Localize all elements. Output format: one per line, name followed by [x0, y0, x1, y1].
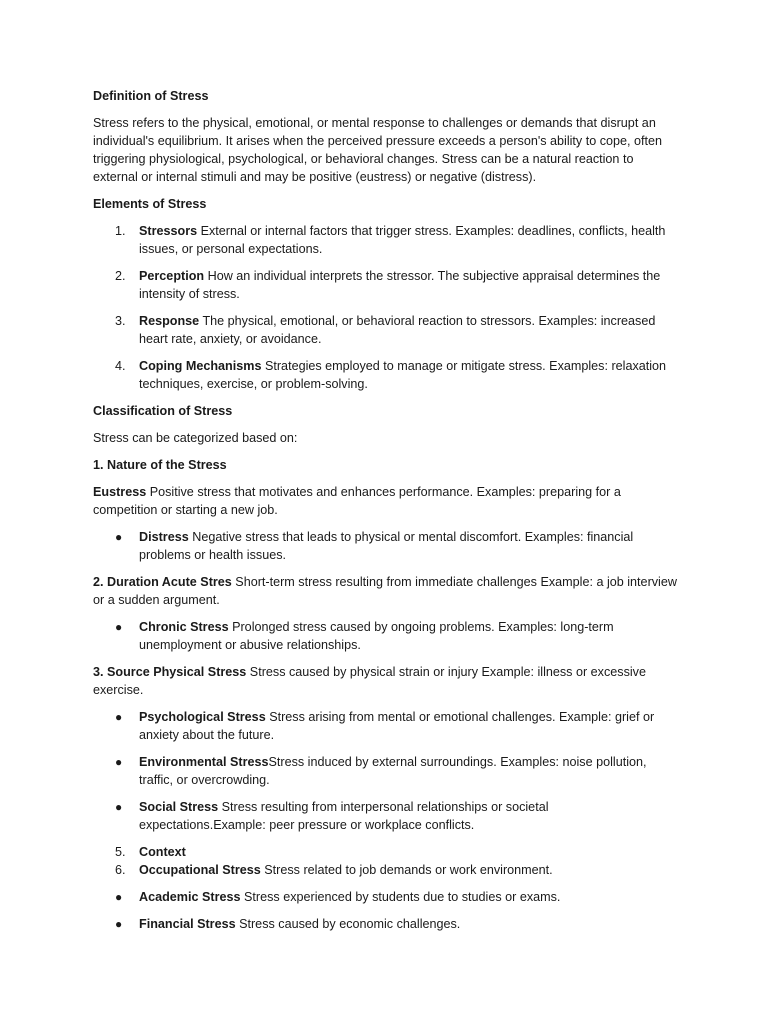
environmental-term: Environmental Stress: [139, 755, 269, 769]
bullet-item-social: [93, 798, 678, 834]
source-text: Stress caused by physical strain or injury Example: illness or excessive exercise.: [93, 665, 646, 697]
element-item-perception: [93, 267, 678, 303]
environmental-text: Stress induced by external surroundings. Examples: noise pollution, traffic, or overcrowding.: [139, 755, 647, 787]
element-term: Stressors: [139, 224, 198, 238]
bullet-item-financial: [93, 915, 678, 933]
bullet-icon: ●: [115, 755, 123, 769]
list-number: 2.: [115, 269, 126, 283]
element-text: The physical, emotional, or behavioral reaction to stressors. Examples: increased heart rate, anxiety, or avoidance.: [139, 314, 656, 346]
element-text: Strategies employed to manage or mitigate stress. Examples: relaxation techniques, exercise, or problem-solving.: [139, 359, 667, 391]
eustress-text: Positive stress that motivates and enhances performance. Examples: preparing for a competition or starting a new job.: [93, 485, 621, 517]
element-term: Perception: [139, 269, 205, 283]
psychological-text: Stress arising from mental or emotional challenges. Example: grief or anxiety about the future.: [139, 710, 655, 742]
social-text: Stress resulting from interpersonal relationships or societal expectations.Example: peer pressure or workplace conflicts.: [139, 800, 549, 832]
list-number: 6.: [115, 863, 126, 877]
list-number: 3.: [115, 314, 126, 328]
chronic-term: Chronic Stress: [139, 620, 229, 634]
classification-intro: Stress can be categorized based on:: [93, 431, 298, 445]
bullet-icon: ●: [115, 917, 123, 931]
financial-text: Stress caused by economic challenges.: [235, 917, 461, 931]
element-item-stressors: [93, 222, 678, 258]
element-item-coping: [93, 357, 678, 393]
bullet-item-distress: [93, 528, 678, 564]
duration-term: 2. Duration Acute Stres: [93, 575, 232, 589]
eustress-paragraph: [93, 483, 678, 519]
bullet-icon: ●: [115, 800, 123, 814]
element-text: How an individual interprets the stressor. The subjective appraisal determines the intensity of stress.: [139, 269, 661, 301]
occupational-item: [93, 861, 678, 879]
elements-heading: Elements of Stress: [93, 197, 207, 211]
bullet-item-academic: [93, 888, 678, 906]
source-term: 3. Source Physical Stress: [93, 665, 247, 679]
element-term: Response: [139, 314, 200, 328]
nature-heading: 1. Nature of the Stress: [93, 458, 227, 472]
duration-paragraph: [93, 573, 678, 609]
definition-heading: Definition of Stress: [93, 89, 209, 103]
element-term: Coping Mechanisms: [139, 359, 262, 373]
occupational-text: Stress related to job demands or work environment.: [260, 863, 553, 877]
bullet-item-psychological: [93, 708, 678, 744]
bullet-item-environmental: [93, 753, 678, 789]
academic-term: Academic Stress: [139, 890, 241, 904]
context-term: Context: [139, 845, 186, 859]
list-number: 5.: [115, 845, 126, 859]
context-item: [93, 843, 678, 861]
bullet-icon: ●: [115, 620, 123, 634]
element-text: External or internal factors that trigger stress. Examples: deadlines, conflicts, health issues, or personal expectations.: [139, 224, 666, 256]
occupational-term: Occupational Stress: [139, 863, 261, 877]
financial-term: Financial Stress: [139, 917, 236, 931]
distress-text: Negative stress that leads to physical or mental discomfort. Examples: financial problems or health issues.: [139, 530, 634, 562]
chronic-text: Prolonged stress caused by ongoing problems. Examples: long-term unemployment or abusive relationships.: [139, 620, 614, 652]
list-number: 1.: [115, 224, 126, 238]
distress-term: Distress: [139, 530, 189, 544]
definition-paragraph: Stress refers to the physical, emotional, or mental response to challenges or demands that disrupt an individual's equilibrium. It arises when the perceived pressure exceeds a person's ability to cope, often triggering physiological, psychological, or behavioral changes. Stress can be a natural reaction to external or internal stimuli and may be positive (eustress) or negative (distress).: [93, 116, 663, 184]
duration-text: Short-term stress resulting from immediate challenges Example: a job interview or a sudden argument.: [93, 575, 677, 607]
source-paragraph: [93, 663, 678, 699]
element-item-response: [93, 312, 678, 348]
classification-heading: Classification of Stress: [93, 404, 233, 418]
list-number: 4.: [115, 359, 126, 373]
social-term: Social Stress: [139, 800, 219, 814]
bullet-icon: ●: [115, 890, 123, 904]
academic-text: Stress experienced by students due to studies or exams.: [240, 890, 561, 904]
eustress-term: Eustress: [93, 485, 147, 499]
bullet-item-chronic: [93, 618, 678, 654]
bullet-icon: ●: [115, 710, 123, 724]
bullet-icon: ●: [115, 530, 123, 544]
psychological-term: Psychological Stress: [139, 710, 266, 724]
